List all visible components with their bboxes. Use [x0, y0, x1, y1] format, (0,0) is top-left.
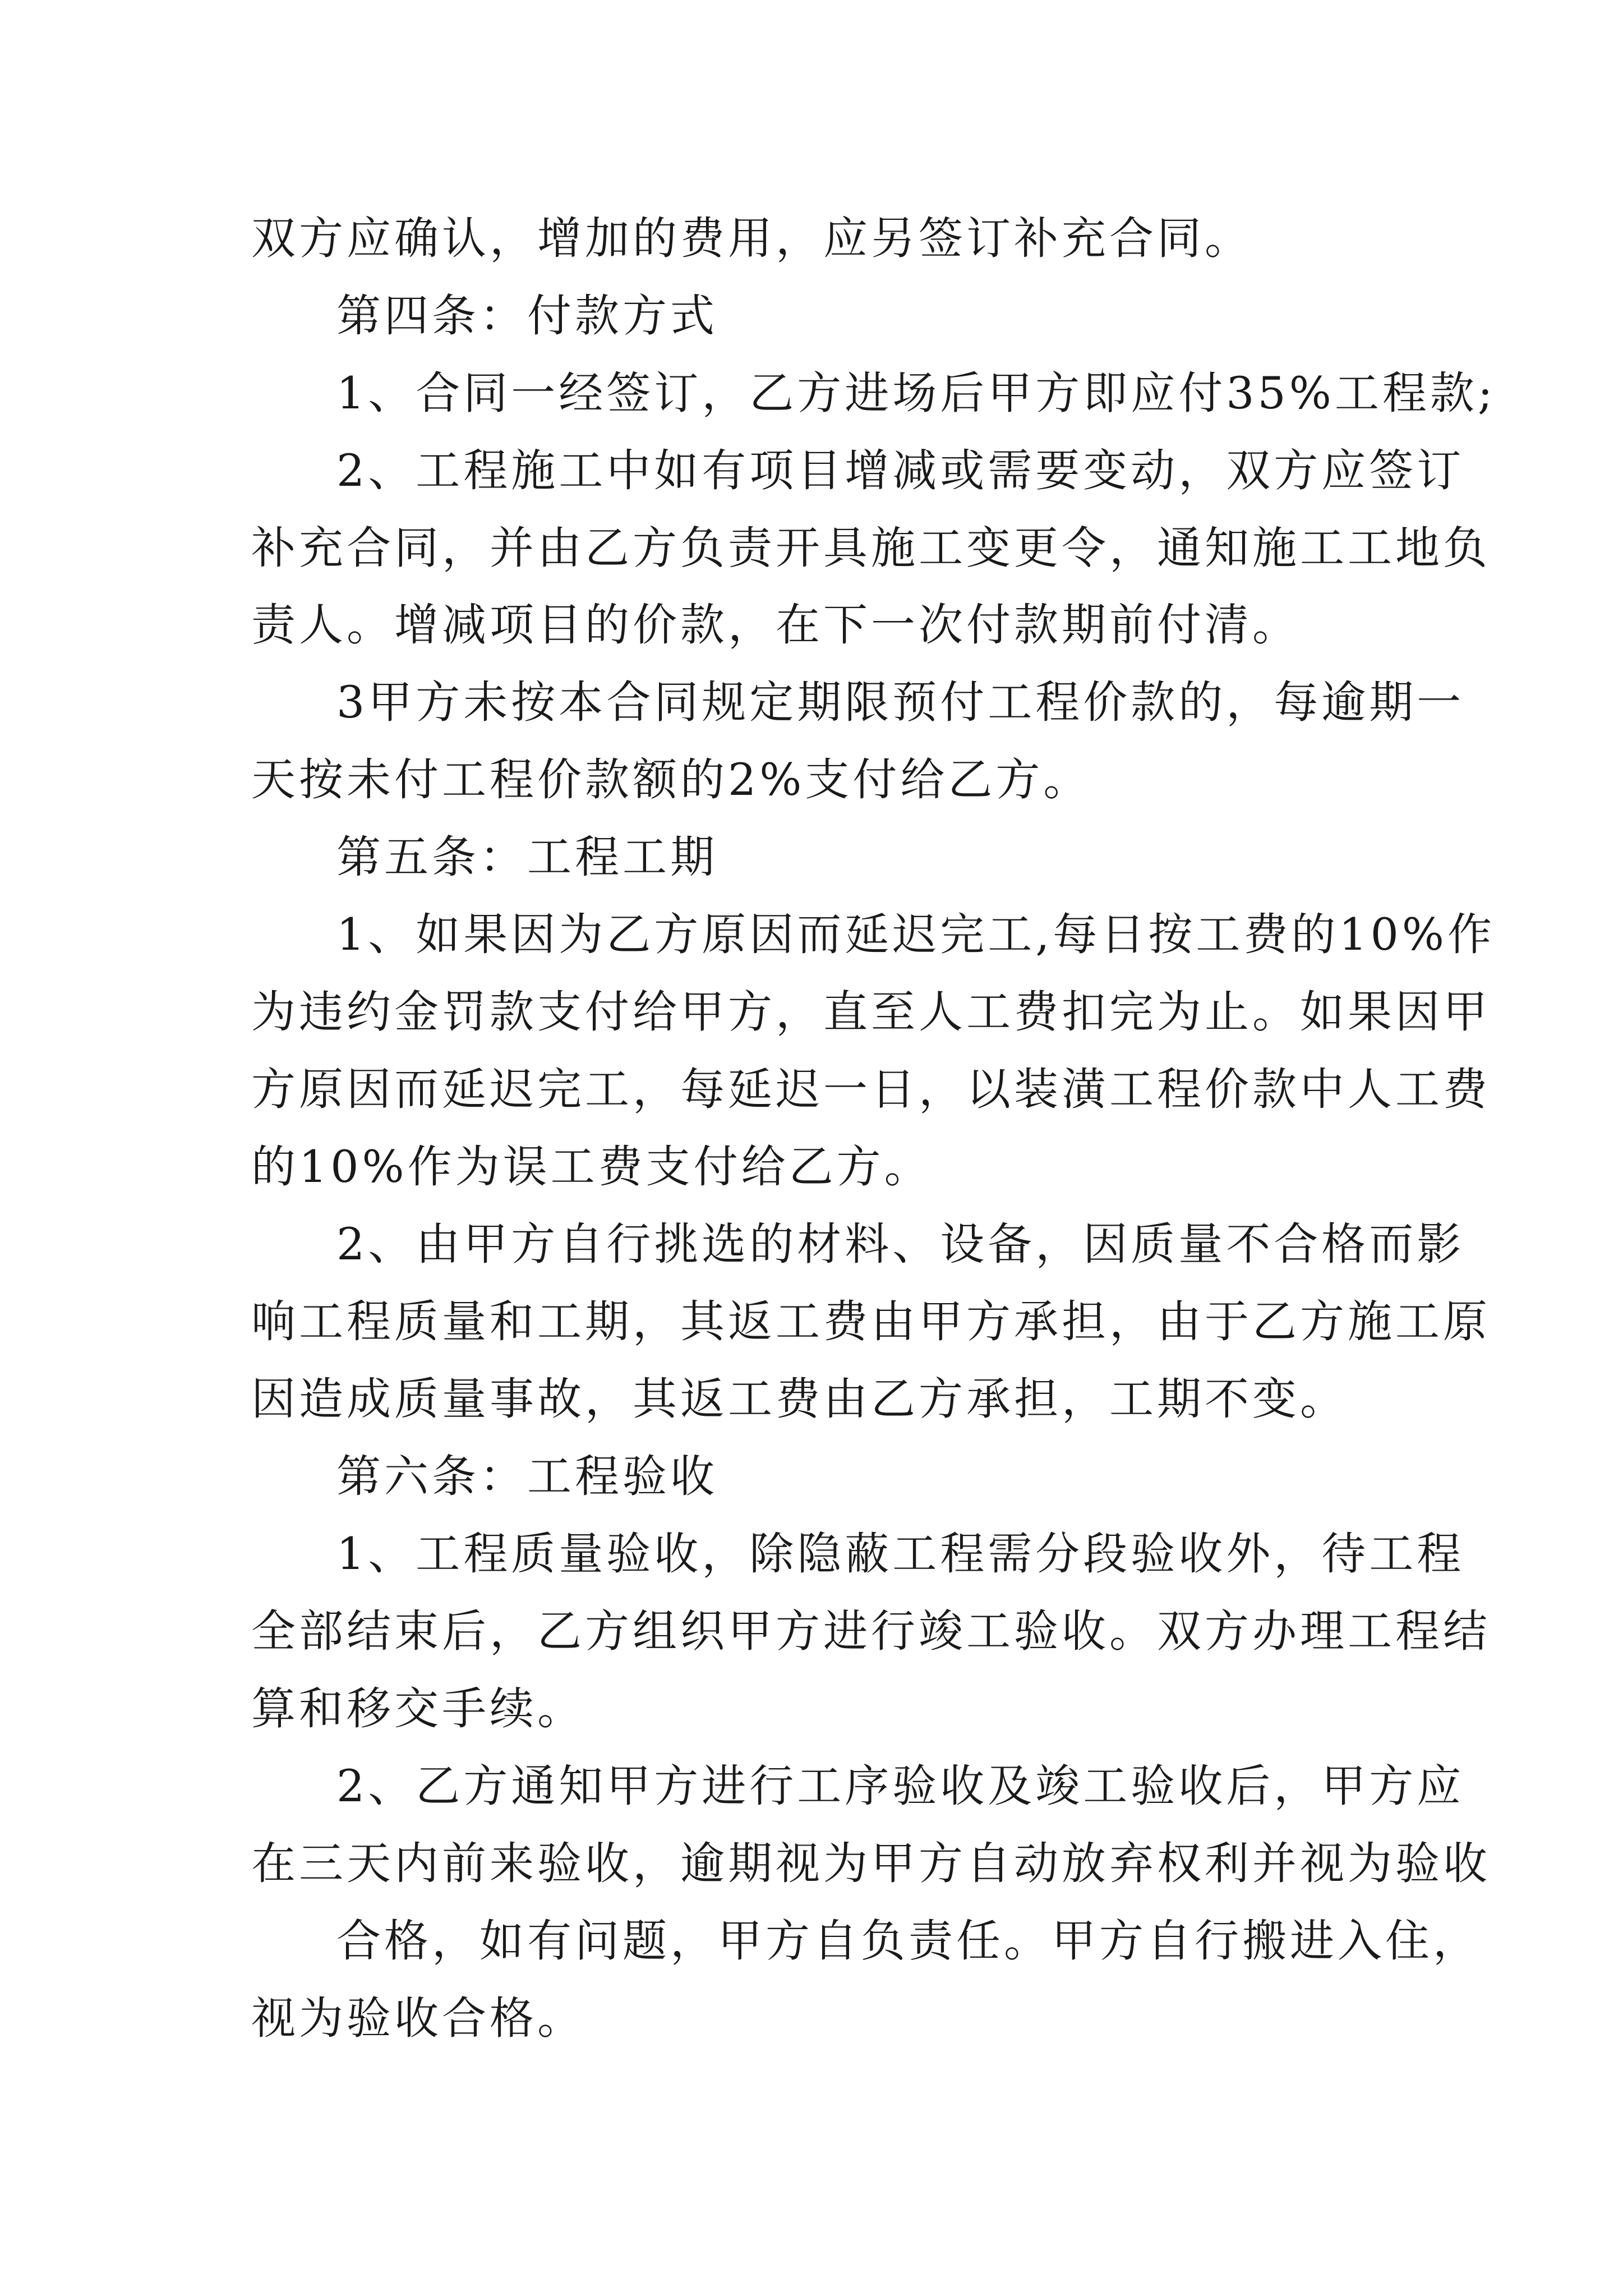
text-line: 2、由甲方自行挑选的材料、设备，因质量不合格而影 — [336, 1218, 1465, 1270]
text-line: 方原因而延迟完工，每延迟一日，以装潢工程价款中人工费 — [251, 1064, 1491, 1115]
text-line: 的10%作为误工费支付给乙方。 — [251, 1141, 932, 1193]
text-line: 双方应确认，增加的费用，应另签订补充合同。 — [251, 213, 1252, 264]
text-line: 算和移交手续。 — [251, 1683, 585, 1734]
text-line: 为违约金罚款支付给甲方，直至人工费扣完为止。如果因甲 — [251, 986, 1491, 1038]
text-line: 因造成质量事故，其返工费由乙方承担，工期不变。 — [251, 1373, 1348, 1425]
text-line: 1、合同一经签订，乙方进场后甲方即应付35%工程款; — [336, 367, 1496, 419]
text-line: 1、如果因为乙方原因而延迟完工,每日按工费的10%作 — [336, 909, 1495, 960]
text-line: 在三天内前来验收，逾期视为甲方自动放弃权利并视为验收 — [251, 1838, 1491, 1889]
text-line: 全部结束后，乙方组织甲方进行竣工验收。双方办理工程结 — [251, 1605, 1491, 1657]
text-line: 合格，如有问题，甲方自负责任。甲方自行搬进入住， — [336, 1915, 1481, 1967]
text-line: 2、乙方通知甲方进行工序验收及竣工验收后，甲方应 — [336, 1760, 1465, 1812]
text-line: 视为验收合格。 — [251, 1993, 585, 2044]
section-heading-article-4: 第四条：付款方式 — [336, 290, 718, 342]
section-heading-article-5: 第五条：工程工期 — [336, 831, 718, 883]
section-heading-article-6: 第六条：工程验收 — [336, 1451, 718, 1502]
text-line: 1、工程质量验收，除隐蔽工程需分段验收外，待工程 — [336, 1528, 1465, 1580]
text-line: 天按未付工程价款额的2%支付给乙方。 — [251, 754, 1091, 806]
text-line: 响工程质量和工期，其返工费由甲方承担，由于乙方施工原 — [251, 1296, 1491, 1347]
text-line: 责人。增减项目的价款，在下一次付款期前付清。 — [251, 599, 1300, 651]
text-line: 2、工程施工中如有项目增减或需要变动，双方应签订 — [336, 445, 1465, 496]
text-line: 3甲方未按本合同规定期限预付工程价款的，每逾期一 — [336, 677, 1465, 728]
text-line: 补充合同，并由乙方负责开具施工变更令，通知施工工地负 — [251, 522, 1491, 574]
